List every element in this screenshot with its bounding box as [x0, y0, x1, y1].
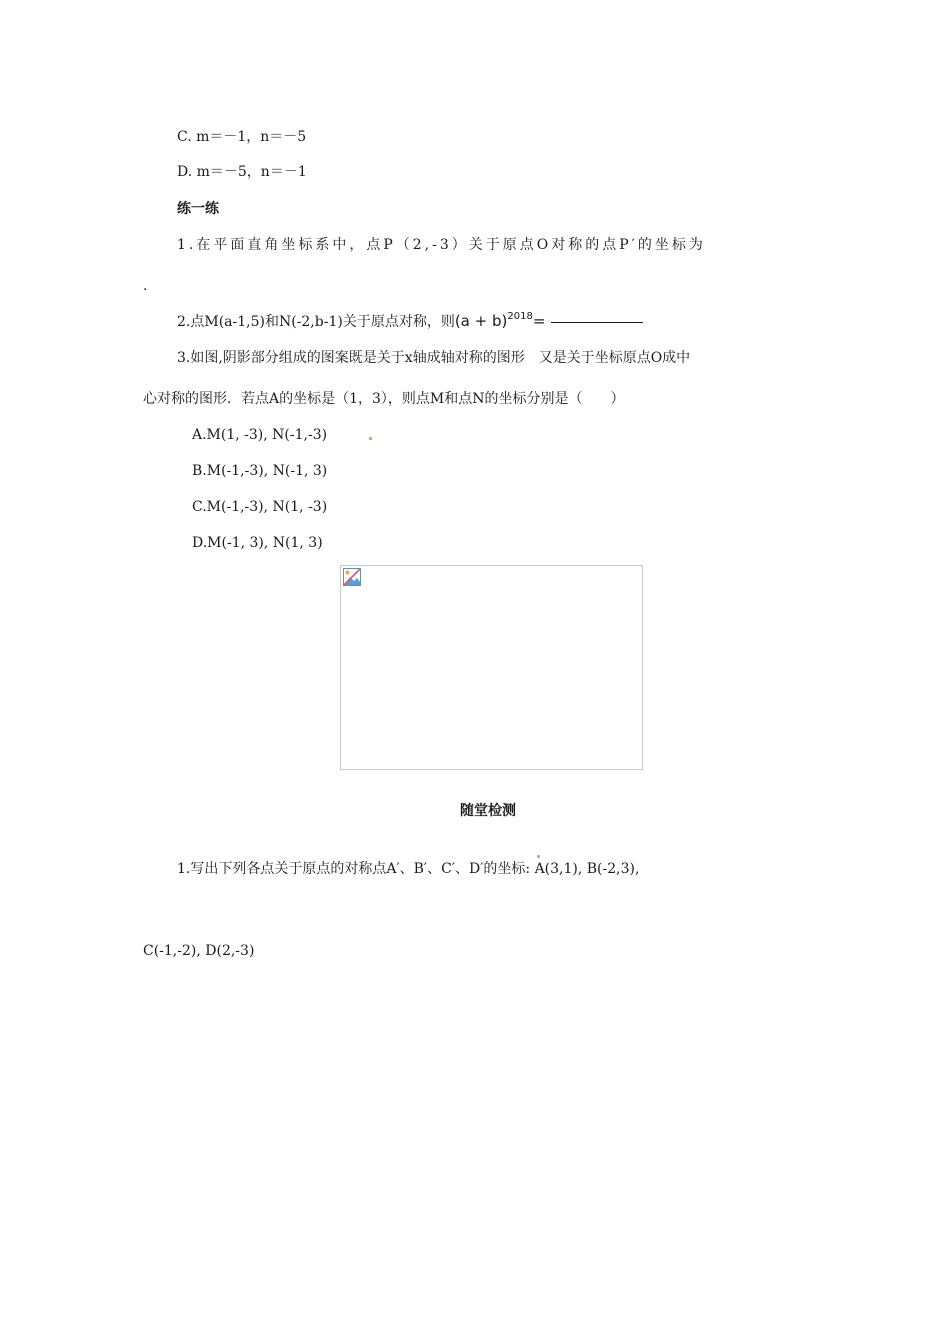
broken-image-icon — [343, 568, 361, 586]
practice-question-3-line-1: 3.如图,阴影部分组成的图案既是关于x轴成轴对称的图形 又是关于坐标原点O成中 — [177, 350, 691, 366]
test-question-1-line-1: 1.写出下列各点关于原点的对称点A′、B′、C′、D′的坐标: A(3,1), B(-2,3), — [177, 861, 640, 877]
option-c-prev: C. m＝－1，n＝－5 — [177, 129, 307, 145]
question-2-math: (a + b) — [454, 312, 508, 330]
option-a: A.M(1, -3), N(-1,-3) — [192, 427, 328, 443]
question-2-equals: = — [532, 312, 546, 330]
section-heading-test: 随堂检测 — [460, 803, 516, 819]
option-b: B.M(-1,-3), N(-1, 3) — [192, 463, 328, 479]
option-d: D.M(-1, 3), N(1, 3) — [192, 535, 323, 551]
dot-marker-2 — [537, 855, 540, 858]
practice-question-3-line-2: 心对称的图形．若点A的坐标是（1，3），则点M和点N的坐标分别是（ ） — [143, 391, 625, 407]
practice-question-1: 1.在平面直角坐标系中，点P（2,-3）关于原点O对称的点P′的坐标为 — [177, 237, 706, 253]
practice-question-1-end: . — [143, 278, 148, 294]
question-2-exponent: 2018 — [507, 311, 533, 322]
question-2-text: 2.点M(a-1,5)和N(-2,b-1)关于原点对称，则 — [177, 314, 455, 330]
option-c: C.M(-1,-3), N(1, -3) — [192, 499, 328, 515]
answer-blank — [551, 321, 643, 323]
practice-question-2 — [177, 311, 643, 334]
section-heading-practice: 练一练 — [177, 201, 219, 217]
test-question-1-line-2: C(-1,-2), D(2,-3) — [143, 943, 255, 959]
figure-placeholder — [340, 565, 643, 770]
dot-marker — [369, 437, 372, 440]
option-d-prev: D. m＝－5，n＝－1 — [177, 164, 307, 180]
